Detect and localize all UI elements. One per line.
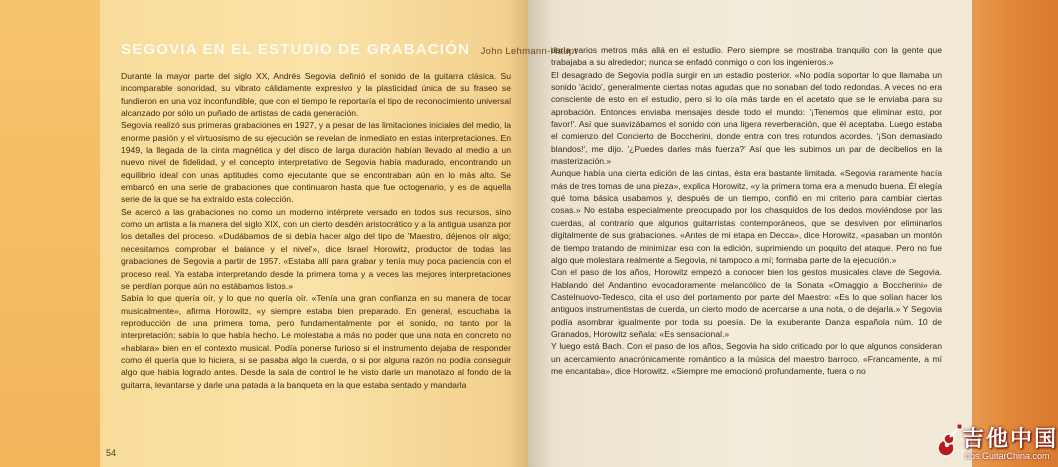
- right-paragraph-4: Con el paso de los años, Horowitz empezó a conocer bien los gestos musicales clave de Segovia. Hablando del Andantino evocadoramente melancólico de la Sonata «Omaggio a Boccherini» de Castelnuovo-Tedesco, cita el uso del portamento por parte del Maestro: «Es lo que solían hacer los antiguos instrumentistas de cuerda, un cierto modo de acercarse a una nota, o de dejarla.» Y Segovia podía asombrar igualmente por toda su poesía. De la exuberante Danza española núm. 10 de Granados, Horowitz señala: «Es sensacional.»: [551, 267, 942, 339]
- watermark-url: bbs.GuitarChina.com: [965, 451, 1050, 461]
- right-page-body: [551, 44, 942, 377]
- right-paragraph-5: Y luego está Bach. Con el paso de los años, Segovia ha sido criticado por lo que algunos consideran un acercamiento anacrónicamente romántico a la música del maestro barroco. «Francamente, a mí me encantaba», dice Horowitz. «Siempre me emocionó profundamente, fuera o no: [551, 341, 942, 376]
- right-orange-band: [972, 0, 1058, 467]
- page-number-left: 54: [106, 448, 117, 458]
- right-paragraph-2: El desagrado de Segovia podía surgir en un estadio posterior. «No podía soportar lo que llamaba un sonido 'ácido', generalmente ciertas notas agudas que no sonaban del todo redondas. A veces no era consciente de esto en el estudio, pero si lo oía más tarde en el acetato que se le enviaba para su aprobación. Entonces enviaba mensajes desde todo el mundo: '¡Tenemos que eliminar esto, por favor!'. Así que suavizábamos el sonido con una ligera reverberación, que él aceptaba. Luego estaba el comienzo del Concierto de Boccherini, donde entra con tres rotundos acordes. '¡Son demasiado blandos!', me dijo. '¿Puedes darles más fuerza?' Así que les subimos un par de decibelios en la masterización.»: [551, 69, 942, 167]
- guitar-logo-icon: [935, 424, 963, 458]
- article-author: John Lehmann-Haupt: [480, 46, 578, 57]
- article-title: SEGOVIA EN EL ESTUDIO DE GRABACIÓN: [121, 41, 471, 58]
- right-paragraph-3: Aunque había una cierta edición de las cintas, ésta era bastante limitada. «Segovia raramente hacía más de tres tomas de una pieza», explica Horowitz, «y la primera toma era a menudo buena. Él elegía qué toma básica usabamos y, después de un tiempo, confió en mi criterio para cambiar ciertas cosas.» No estaba especialmente preocupado por los chasquidos de los dedos moviéndose por las cuerdas, al contrario que algunos guitarristas contemporáneos, que se desviven por eliminarlos digitalmente de sus grabaciones. «Antes de mi etapa en Decca», dice Horowitz, «pasaban un montón de tiempo tratando de minimizar eso con la edición, suprimiendo un poquito del ataque. Pero no fue algo que molestara realmente a Segovia, ni tampoco a mí; formaba parte de la ejecución.»: [551, 168, 942, 265]
- article-header: [121, 41, 578, 59]
- site-watermark: [935, 420, 1058, 467]
- left-edge-strip: [0, 0, 100, 467]
- right-paragraph-1: darla varios metros más allá en el estudio. Pero siempre se mostraba tranquilo con la gente que trabajaba a su alrededor; nunca se enfadó conmigo o con los ingenieros.»: [551, 45, 942, 68]
- left-paragraph-3: Se acercó a las grabaciones no como un moderno intérprete versado en todos sus recursos, sino como un artista a la manera del siglo XIX, con un cierto desdén aristocrático y a la antigua usanza por los detalles del proceso. «Dudábamos de si debía hacer algo del tipo de 'Maestro, déjenos oír algo; necesitamos comprobar el balance y el nivel'», dice Israel Horowitz, productor de todas las grabaciones de Segovia a partir de 1957. «Estaba allí para grabar y tenía muy poca paciencia con el proceso real. Ya estaba interpretando desde la primera toma y a veces las mejores interpretaciones se perdían porque aún no estábamos listos.»: [121, 206, 511, 291]
- left-paragraph-2: Segovia realizó sus primeras grabaciones en 1927, y a pesar de las limitaciones iniciales del medio, la enorme pasión y el virtuosismo de su ejecución se revelan de inmediato en estas interpretaciones. En 1949, la llegada de la cinta magnética y del disco de larga duración habían llevado al medio a un nuevo nivel de fidelidad, y el concepto interpretativo de Segovia había madurado, encontrando un equilibrio ideal con unas aptitudes como ejecutante que se encontraban aún en lo más alto. Se embarcó en una serie de grabaciones que continuaron hasta que fue octogenario, y es de aquella serie de la que se ha extraído esta colección.: [121, 120, 511, 205]
- watermark-text: 吉他中国: [962, 426, 1058, 451]
- left-paragraph-4: Sabía lo que quería oír, y lo que no quería oír. «Tenía una gran confianza en su manera de tocar musicalmente», afirma Horowitz, «y siempre estaba bien preparado. En general, escuchaba la reproducción de una primera toma, pero fundamentalmente por el sonido, no tanto por la interpretación; sabía lo que había hecho. Le molestaba a más no poder que una nota en concreto no «hablara» bien en el contexto musical. Podía ponerse furioso si el instrumento dejaba de responder como él quería que lo hiciera, si se pasaba algo la cuerda, o si por alguna razón no podía conseguir algo que había logrado antes. Desde la sala de control le he visto darle un manotazo al fondo de la guitarra, levantarse y darle una patada a la banqueta en la que estaba sentado y mandarla: [121, 293, 511, 390]
- left-page-body: [121, 70, 511, 391]
- left-paragraph-1: Durante la mayor parte del siglo XX, Andrés Segovia definió el sonido de la guitarra clásica. Su incomparable sonoridad, su vibrato cálidamente expresivo y la plasticidad única de su fraseo se fundieron en una voz inconfundible, que con el tiempo le reportaría el tipo de reconocimiento universal alcanzado por sólo un puñado de artistas de cada generación.: [121, 71, 511, 119]
